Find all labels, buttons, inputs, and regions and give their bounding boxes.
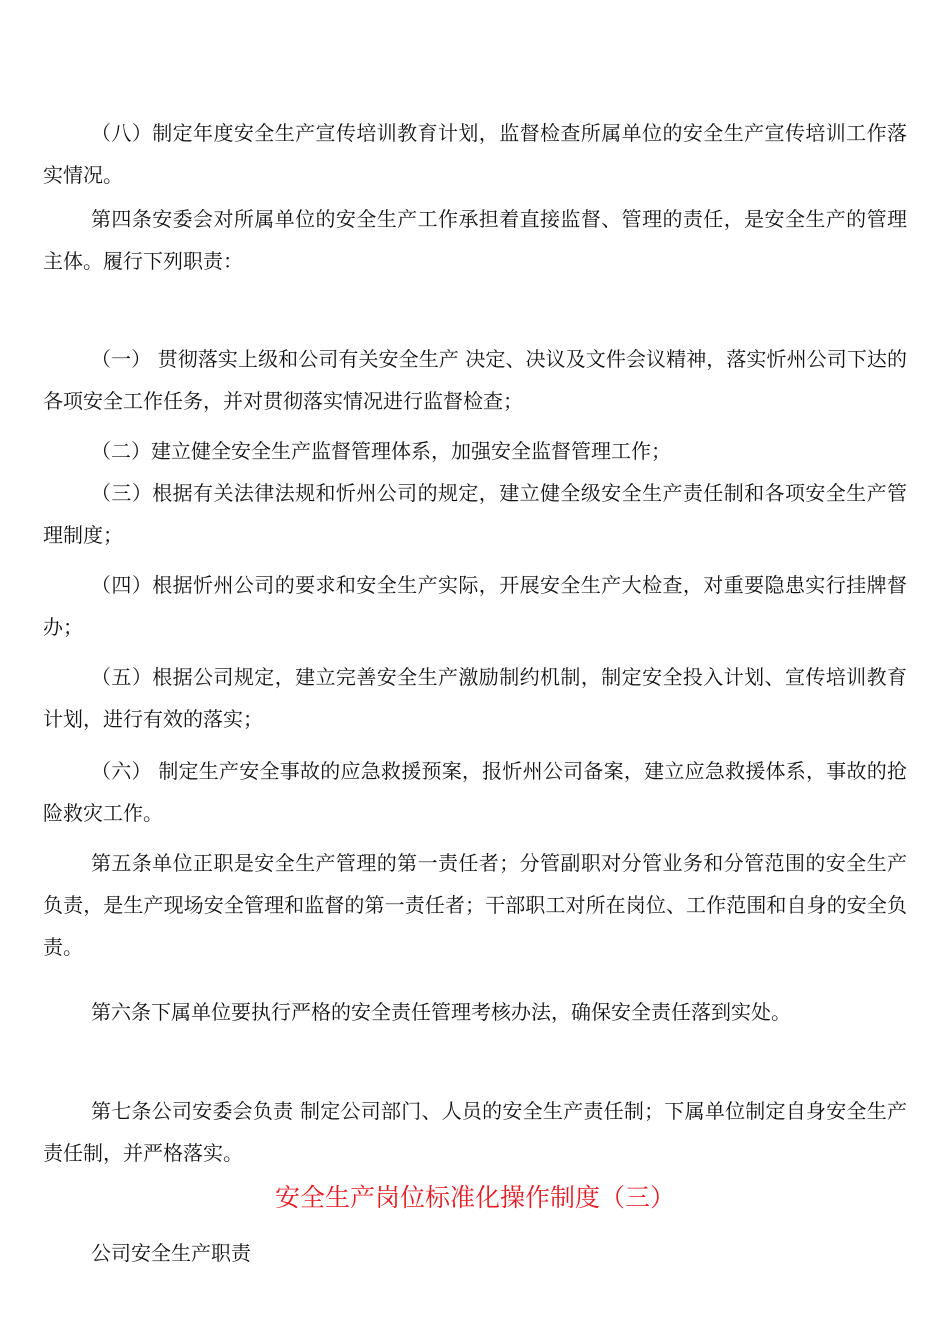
section-title: 安全生产岗位标准化操作制度（三） (274, 1183, 675, 1212)
paragraph-item-6: （六） 制定生产安全事故的应急救援预案，报忻州公司备案，建立应急救援体系，事故的抢险救灾工作。 (43, 759, 907, 825)
paragraph-article-6: 第六条下属单位要执行严格的安全责任管理考核办法，确保安全责任落到实处。 (91, 1000, 791, 1024)
paragraph-item-1: （一） 贯彻落实上级和公司有关安全生产 决定、决议及文件会议精神，落实忻州公司下达的各项安全工作任务，并对贯彻落实情况进行监督检查； (43, 347, 907, 413)
paragraph-item-4: （四）根据忻州公司的要求和安全生产实际，开展安全生产大检查，对重要隐患实行挂牌督办； (43, 573, 907, 639)
paragraph-item-8: （八）制定年度安全生产宣传培训教育计划，监督检查所属单位的安全生产宣传培训工作落实情况。 (43, 121, 907, 187)
paragraph-item-5: （五）根据公司规定，建立完善安全生产激励制约机制，制定安全投入计划、宣传培训教育计划，进行有效的落实； (43, 665, 907, 731)
paragraph-article-5: 第五条单位正职是安全生产管理的第一责任者；分管副职对分管业务和分管范围的安全生产负责，是生产现场安全管理和监督的第一责任者；干部职工对所在岗位、工作范围和自身的安全负责。 (43, 851, 907, 959)
paragraph-item-3: （三）根据有关法律法规和忻州公司的规定，建立健全级安全生产责任制和各项安全生产管理制度； (43, 481, 907, 547)
document-page (43, 0, 907, 1344)
paragraph-article-7: 第七条公司安委会负责 制定公司部门、人员的安全生产责任制；下属单位制定自身安全生产责任制，并严格落实。 (43, 1099, 907, 1165)
paragraph-article-4: 第四条安委会对所属单位的安全生产工作承担着直接监督、管理的责任，是安全生产的管理主体。履行下列职责： (43, 207, 907, 273)
paragraph-item-2: （二）建立健全安全生产监督管理体系，加强安全监督管理工作； (91, 439, 671, 463)
section-subtitle: 公司安全生产职责 (91, 1241, 251, 1265)
